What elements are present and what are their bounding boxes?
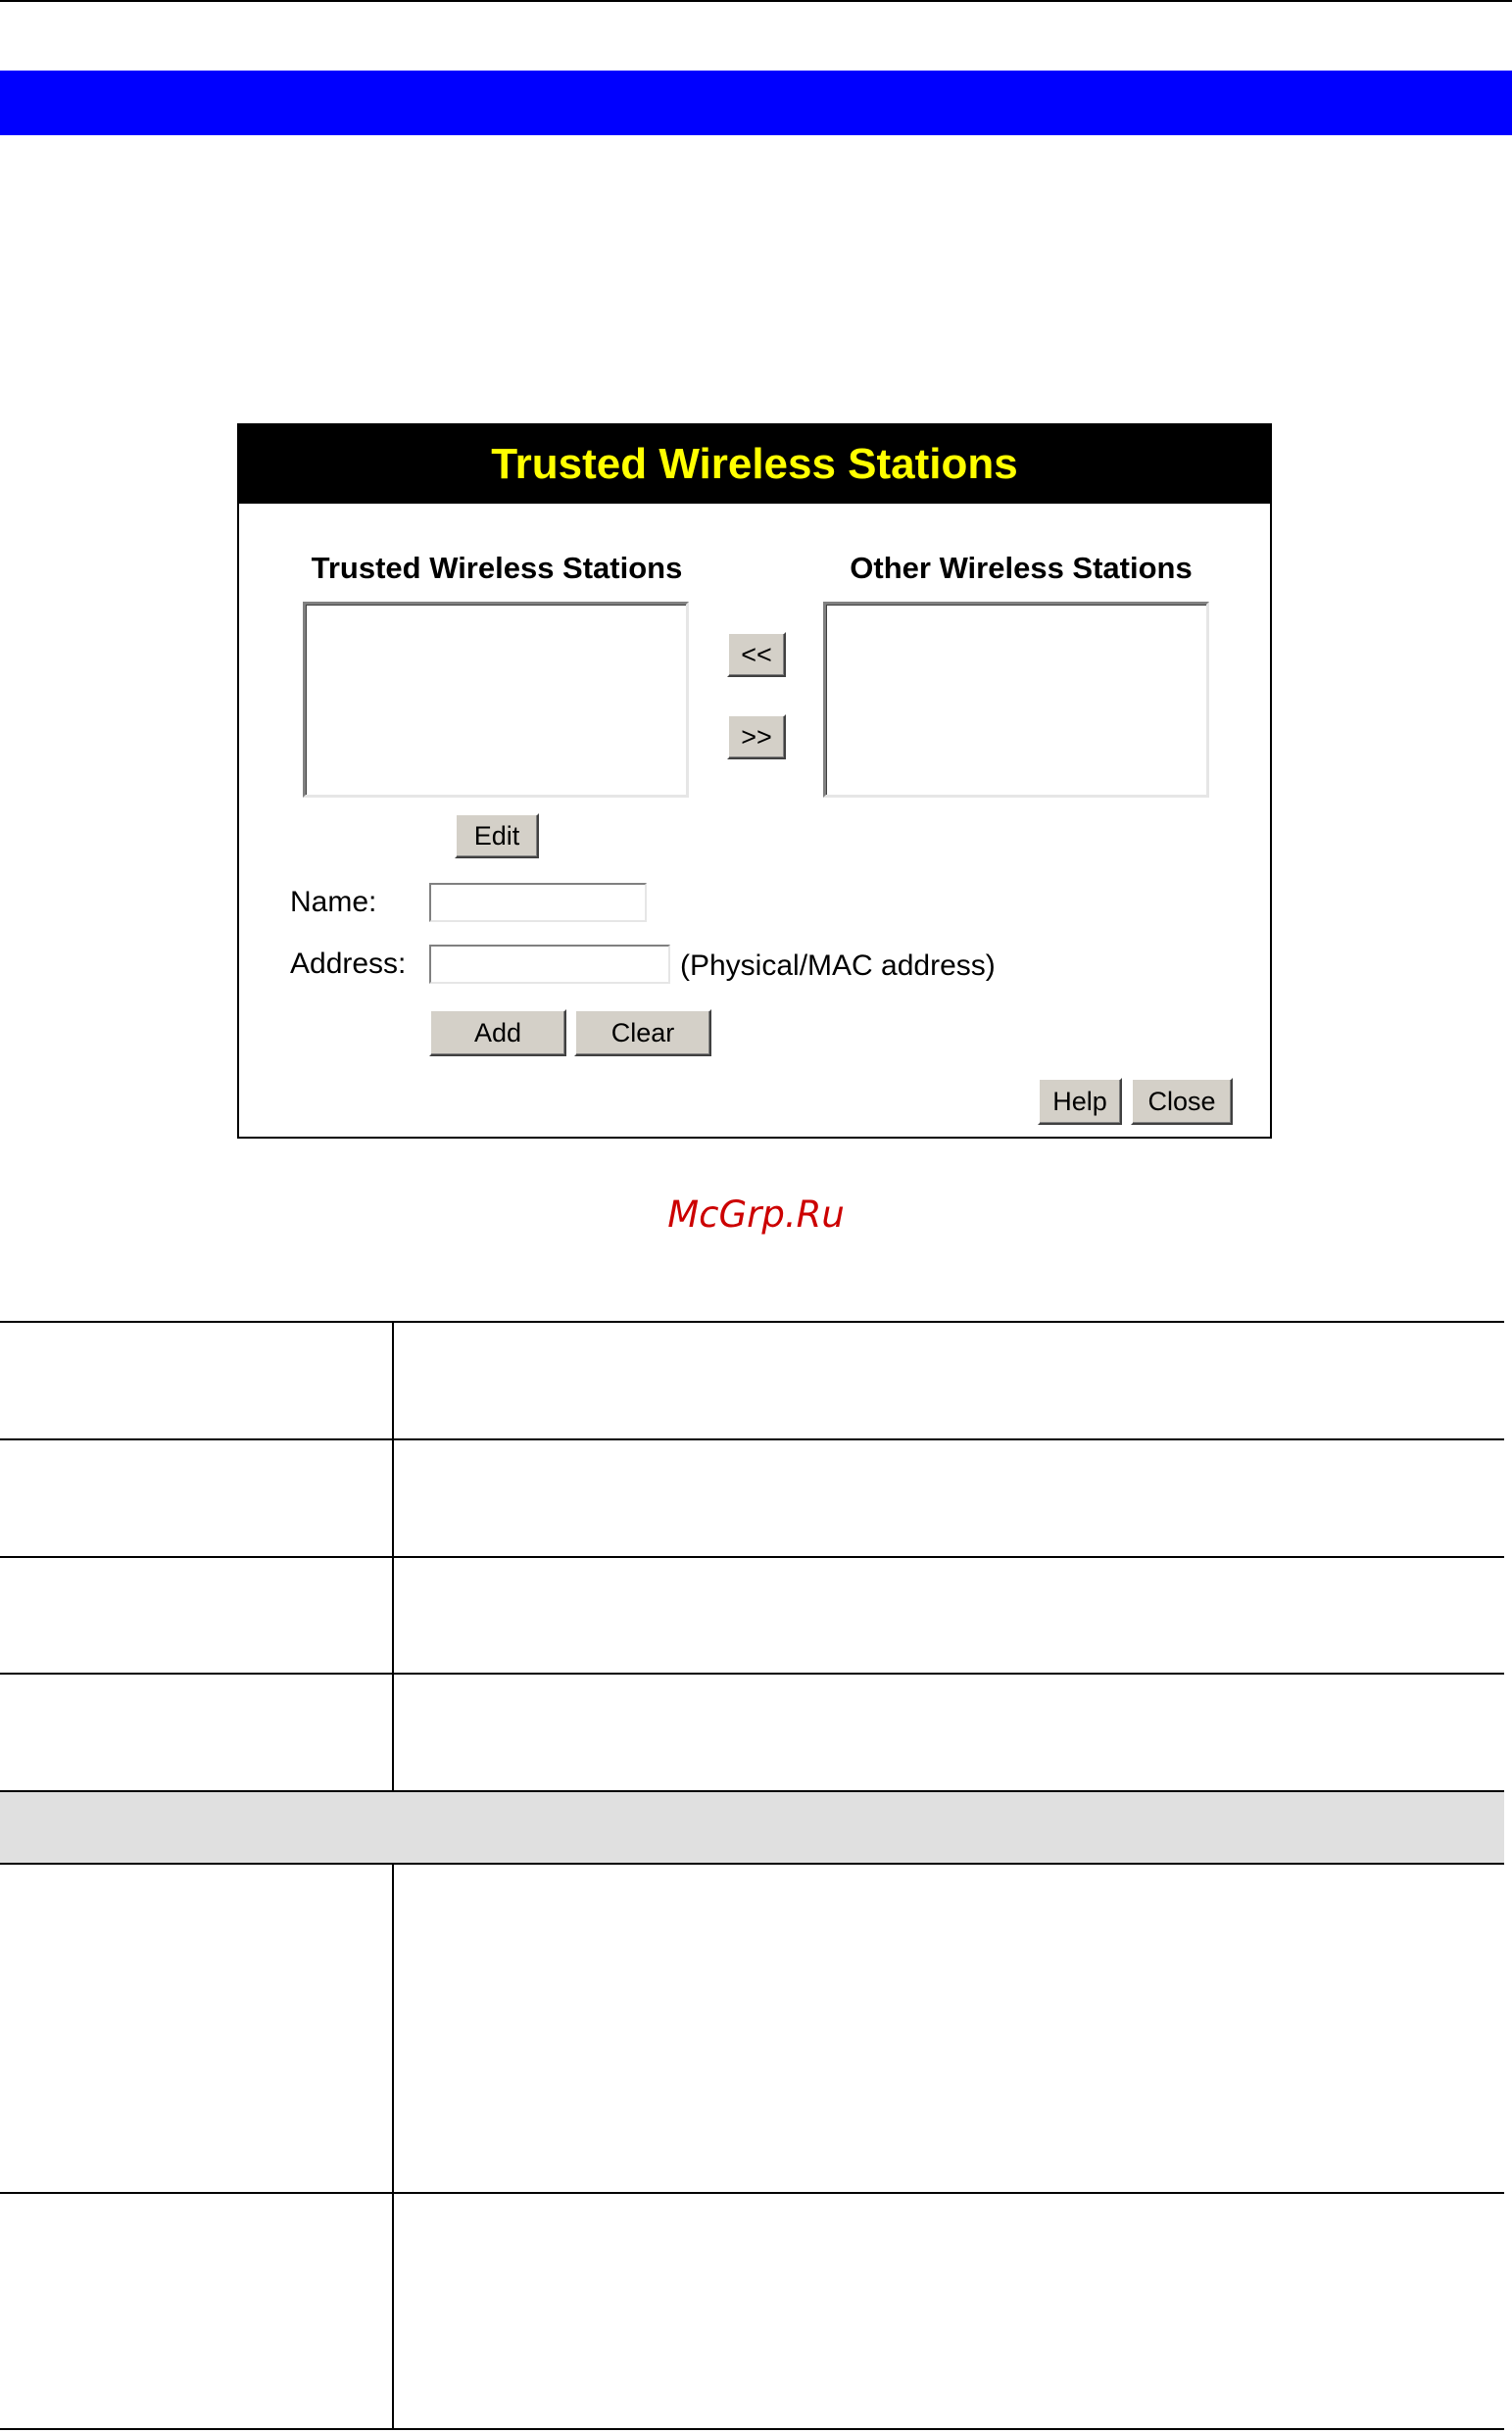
name-label: Name: (290, 886, 377, 918)
move-to-other-button[interactable]: >> (727, 714, 786, 759)
watermark: McGrp.Ru (667, 1193, 845, 1236)
header-band (0, 71, 1512, 135)
other-list-heading: Other Wireless Stations (850, 551, 1193, 585)
table-cell-text (393, 1557, 1504, 1674)
name-input[interactable] (429, 883, 647, 922)
help-button[interactable]: Help (1038, 1078, 1122, 1125)
table-cell-text (393, 1674, 1504, 1791)
table-cell-text (393, 1322, 1504, 1439)
table-cell-label (0, 1439, 393, 1557)
clear-button[interactable]: Clear (574, 1009, 711, 1056)
table-cell-text (393, 2193, 1504, 2429)
trusted-stations-dialog (237, 423, 1272, 1139)
add-button[interactable]: Add (429, 1009, 566, 1056)
edit-button[interactable]: Edit (455, 813, 539, 858)
move-to-trusted-button[interactable]: << (727, 632, 786, 677)
table-cell-text (393, 1439, 1504, 1557)
table-cell-text (393, 1864, 1504, 2193)
table-row (0, 1557, 1504, 1674)
address-input[interactable] (429, 945, 670, 984)
table-cell-label (0, 1864, 393, 2193)
table-section-cell (0, 1791, 1504, 1864)
trusted-list-heading: Trusted Wireless Stations (311, 551, 683, 585)
dialog-title: Trusted Wireless Stations (239, 425, 1270, 504)
table-row (0, 1322, 1504, 1439)
table-row (0, 1674, 1504, 1791)
description-table (0, 1321, 1504, 2430)
table-row (0, 1864, 1504, 2193)
table-cell-label (0, 2193, 393, 2429)
table-row (0, 2193, 1504, 2429)
table-section-row (0, 1791, 1504, 1864)
table-cell-label (0, 1674, 393, 1791)
trusted-stations-list[interactable] (303, 602, 689, 798)
table-cell-label (0, 1557, 393, 1674)
other-stations-list[interactable] (823, 602, 1209, 798)
table-cell-label (0, 1322, 393, 1439)
top-rule (0, 0, 1512, 2)
table-row (0, 1439, 1504, 1557)
close-button[interactable]: Close (1131, 1078, 1233, 1125)
address-label: Address: (290, 948, 407, 980)
address-hint: (Physical/MAC address) (680, 949, 996, 982)
